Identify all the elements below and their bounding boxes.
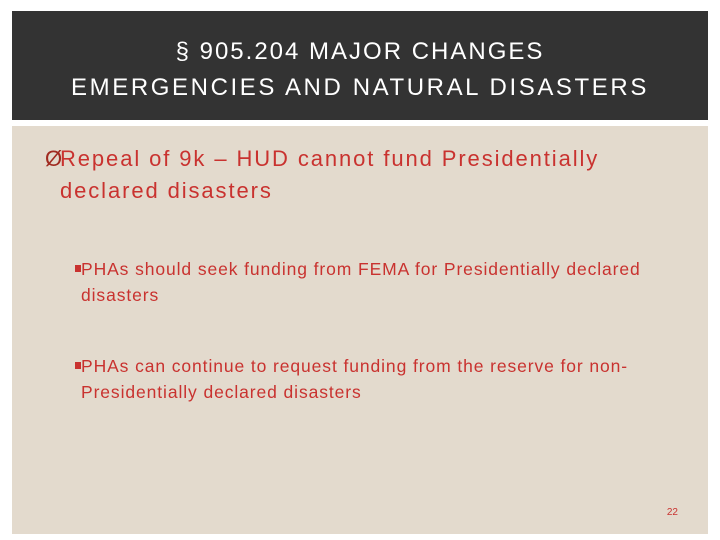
bullet-text: Repeal of 9k – HUD cannot fund Presidentially declared disasters <box>60 146 600 203</box>
sub-bullet-text: PHAs can continue to request funding from the reserve for non-Presidentially declared disasters <box>81 356 629 402</box>
square-bullet-icon <box>75 362 81 369</box>
slide-title-line-2: EMERGENCIES AND NATURAL DISASTERS <box>71 74 649 101</box>
sub-bullet-item <box>75 256 655 308</box>
page-number: 22 <box>666 507 678 518</box>
slide-title-line-1: § 905.204 MAJOR CHANGES <box>175 38 545 65</box>
slide-content <box>12 126 708 534</box>
square-bullet-icon <box>75 265 81 272</box>
arrow-bullet-icon: Ø <box>45 146 65 171</box>
bullet-item <box>45 143 645 207</box>
sub-bullet-item <box>75 353 655 405</box>
slide-header <box>12 11 708 120</box>
sub-bullet-text: PHAs should seek funding from FEMA for Presidentially declared disasters <box>81 259 641 305</box>
